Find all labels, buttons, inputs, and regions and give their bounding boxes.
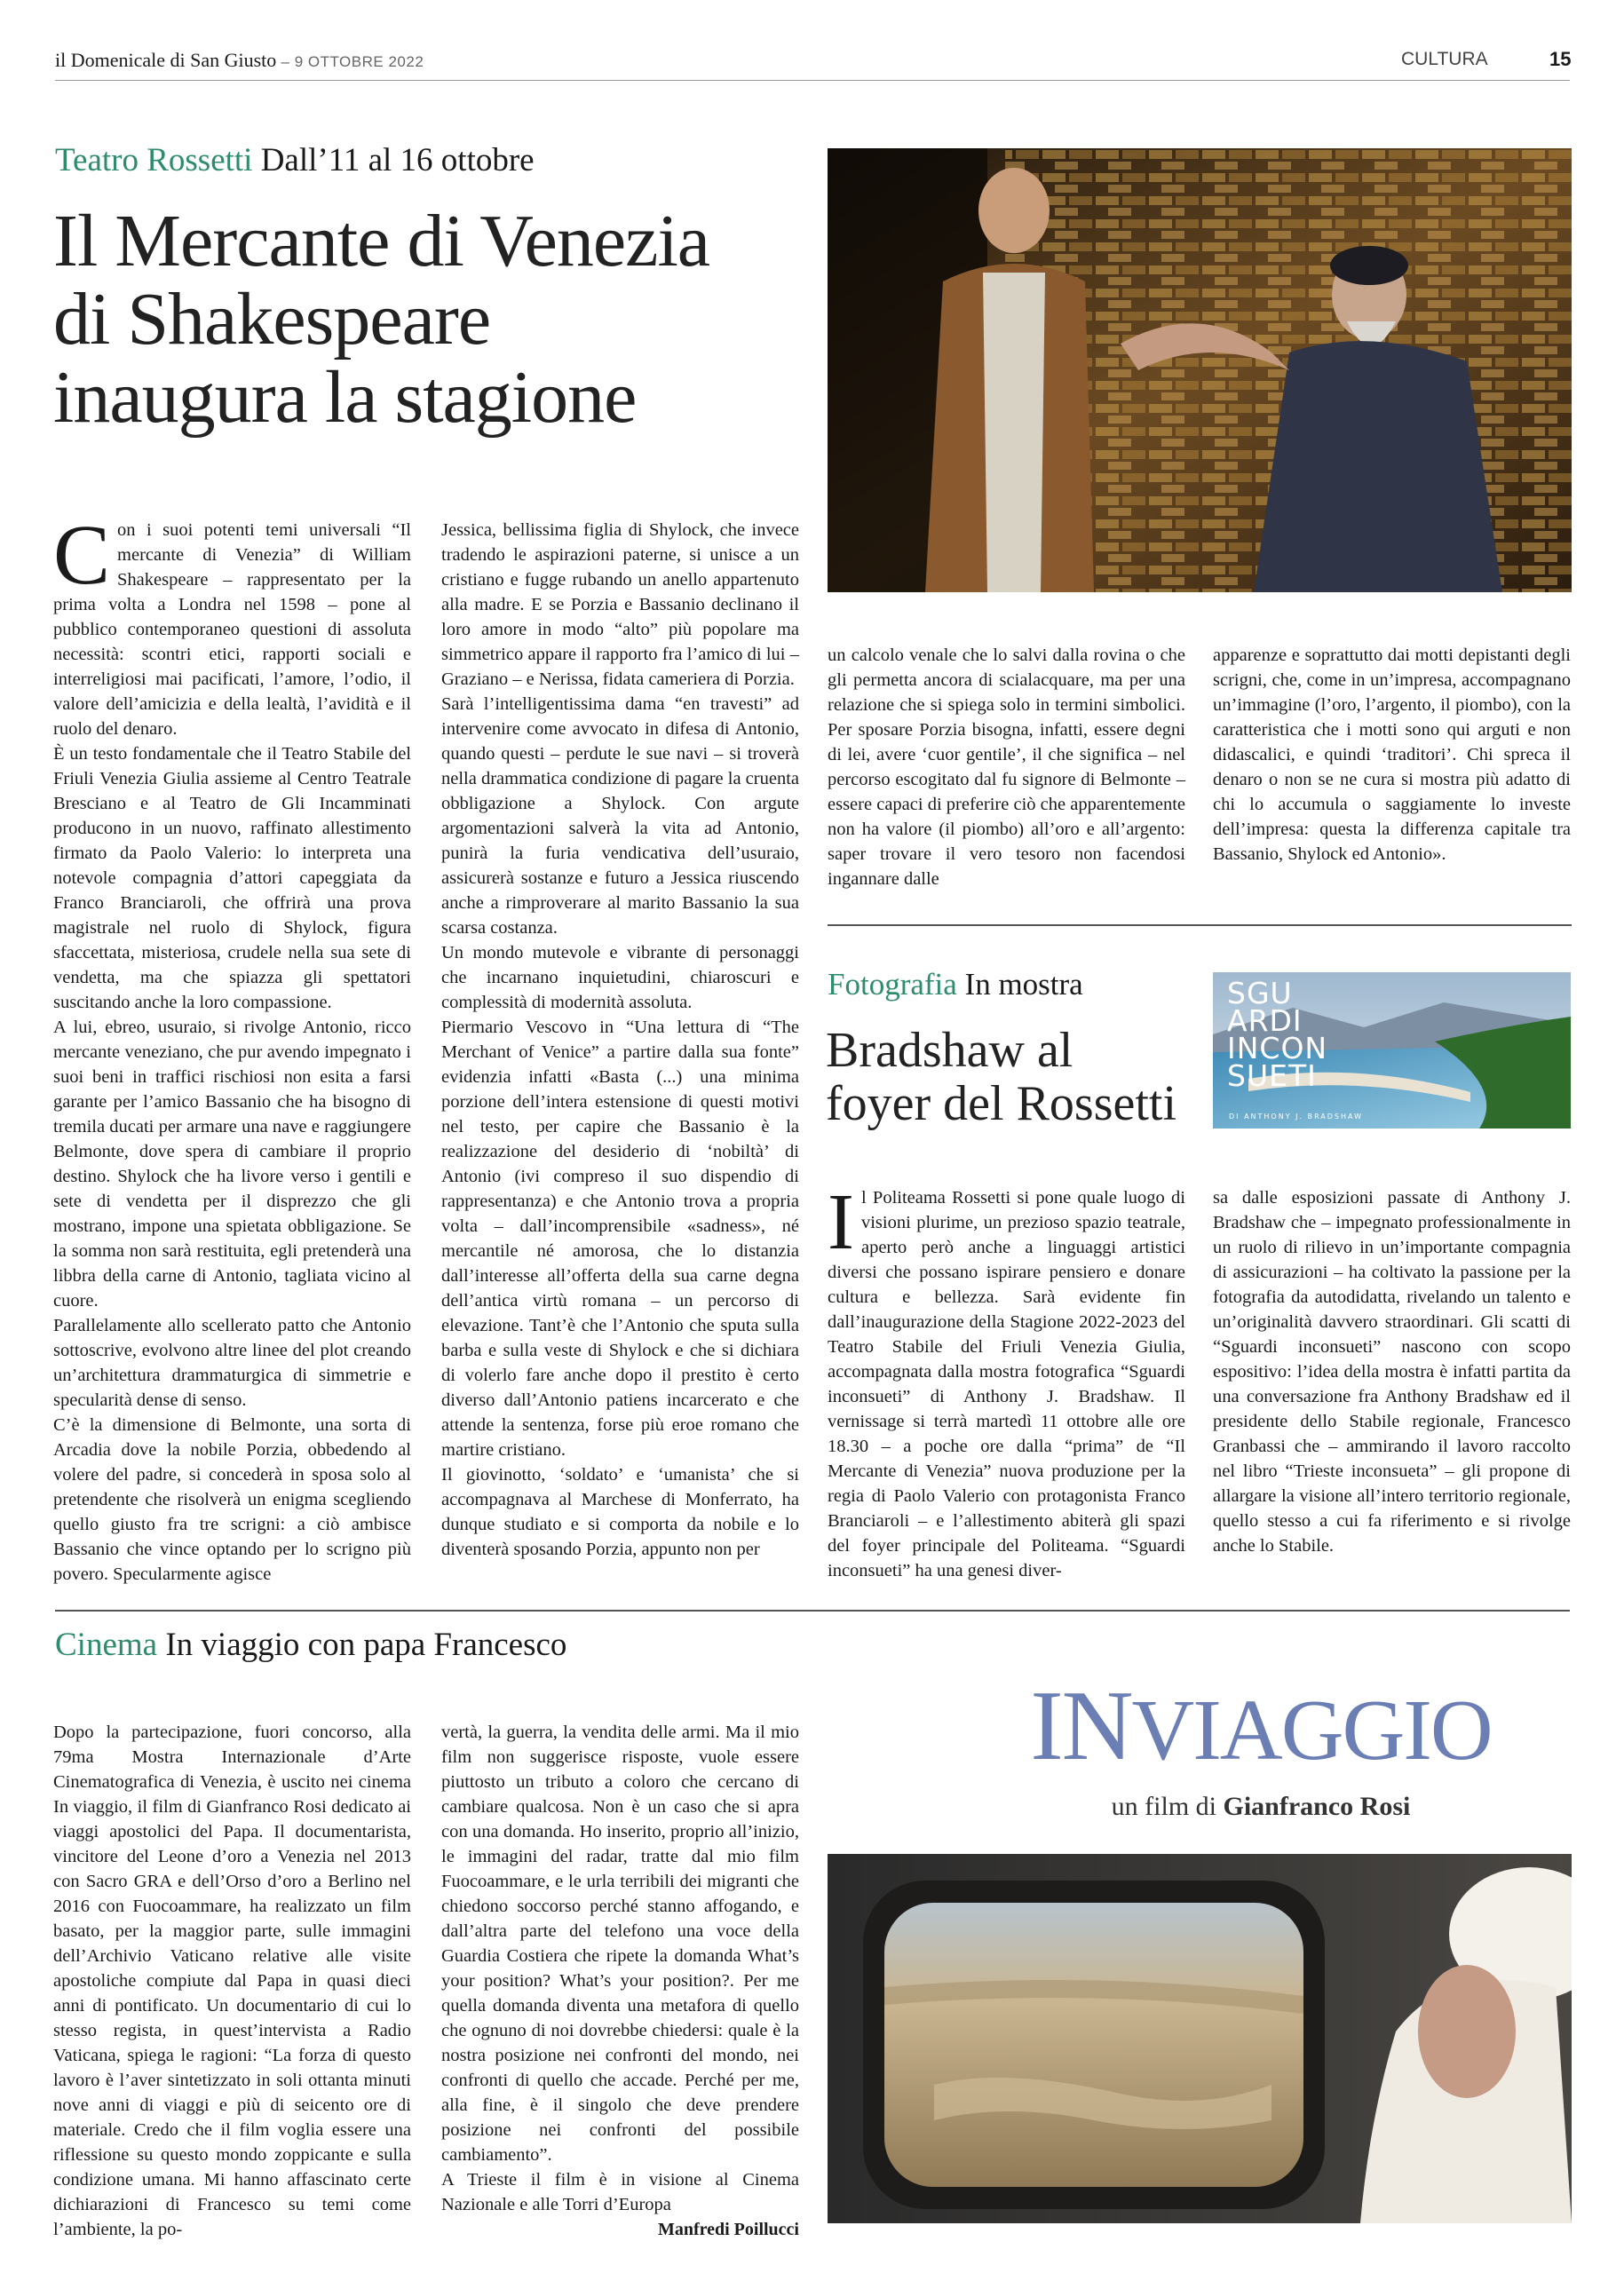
paragraph: A lui, ebreo, usuraio, si rivolge Antonio, ricco mercante veneziano, che pur avendo impegnato i suoi beni in traffici rischiosi non esita a farsi garante per l’amico Bassanio che ha bisogno di tremila ducati per armare una nave e raggiungere Belmonte, dove spera di cambiare il proprio destino. Shylock che ha livore verso i gentili e sete di vendetta per il disprezzo che gli mostrano, impone una spietata obbligazione. Se la somma non sarà restituita, egli pretenderà una libbra della carne di Antonio, tagliata vicino al cuore. <box>53 1018 411 1311</box>
paragraph: Il giovinotto, ‘soldato’ e ‘umanista’ che si accompagnava al Marchese di Monferrato, ha dunque studiato e si comporta da nobile e lo diventerà sposando Porzia, appunto non per <box>441 1465 799 1559</box>
paragraph: sa dalle esposizioni passate di Anthony J. Bradshaw che – impegnato professionalmente in un ruolo di rilievo in un’importante compagnia di assicurazioni – ha coltivato la passione per la fotografia da autodidatta, rivelando un talento e un’originalità davvero straordinari. Gli scatti di “Sguardi inconsueti” nascono con scopo espositivo: l’idea della mostra è infatti partita da una conversazione fra Anthony Bradshaw ed il presidente dello Stabile regionale, Francesco Granbassi che – ammirando il lavoro raccolto nel libro “Trieste inconsueta” – gli propone di allargare la visione all’intero territorio regionale, quello stesso a cui fa riferimento e si rivolge anche lo Stabile. <box>1213 1188 1571 1556</box>
article2-column-2 <box>1213 1185 1571 1558</box>
kicker-category: Teatro Rossetti <box>55 142 253 178</box>
article1-column-2 <box>441 518 799 1562</box>
theatre-photo <box>828 148 1572 592</box>
book-cover <box>1213 972 1571 1129</box>
paragraph-text: l Politeama Rossetti si pone quale luogo di visioni plurime, un prezioso spazio teatrale, aperto però anche a linguaggi artistici diversi che possano ispirare pensiero e donare cultura e bellezza. Sarà evidente fin dall’inaugurazione della Stagione 2022-2023 del Teatro Stabile del Friuli Venezia Giulia, accompagnata dalla mostra fotografica “Sguardi inconsueti” di Anthony J. Bradshaw. Il vernissage si terrà martedì 11 ottobre alle ore 18.30 – a poche ore dalla “prima” de “Il Mercante di Venezia” nuova produzione per la regia di Paolo Valerio con protagonista Franco Branciaroli – e l’allestimento abiterà gli spazi del foyer principale del Politeama. “Sguardi inconsueti” ha una genesi diver- <box>828 1188 1185 1580</box>
drop-cap: C <box>53 507 111 602</box>
header-rule <box>55 80 1570 81</box>
film-credit-prefix: un film di <box>1111 1792 1224 1821</box>
paragraph: apparenze e soprattutto dai motti depistanti degli scrigni, che, come in un’impresa, accompagnano un’immagine (l’oro, l’argento, il piombo), con la caratteristica che i motti sono qui arguti e non didascalici, e quindi ‘traditori’. Chi spreca il denaro o non se ne cura si mostra più adatto di chi lo accumula o saggiamente lo investe dell’impresa: questa la differenza capitale tra Bassanio, Shylock ed Antonio». <box>1213 645 1571 864</box>
article3-column-1 <box>53 1720 411 2242</box>
headline-line: Il Mercante di Venezia <box>53 200 710 282</box>
film-logo <box>950 1671 1572 1781</box>
byline: Manfredi Poillucci <box>657 2220 799 2239</box>
headline-line: inaugura la stagione <box>53 356 637 439</box>
paragraph: Parallelamente allo scellerato patto che Antonio sottoscrive, evolvono altre linee del plot creando un’architettura drammaturgica di simmetrie e specularità dense di senso. <box>53 1316 411 1410</box>
paper-name: il Domenicale di San Giusto <box>55 49 277 71</box>
issue-date: – 9 OTTOBRE 2022 <box>276 53 424 70</box>
section-name: CULTURA <box>1401 49 1488 69</box>
film-still-photo <box>828 1854 1572 2223</box>
article1-column-3 <box>828 643 1185 891</box>
paragraph: un calcolo venale che lo salvi dalla rovina o che gli permetta ancora di scialacquare, ma per una relazione che si spiega solo in termini simbolici. Per sposare Porzia bisogna, infatti, essere degni di lei, avere ‘cuor gentile’, il che significa – nel percorso escogitato dal fu signore di Belmonte – essere capaci di preferire ciò che apparentemente non ha valore (il piombo) all’oro e all’argento: saper trovare il vero tesoro non facendosi ingannare dalle <box>828 645 1185 889</box>
section-divider <box>55 1610 1570 1612</box>
article3-kicker <box>55 1627 566 1664</box>
kicker-category: Cinema <box>55 1627 158 1663</box>
kicker-text: In viaggio con papa Francesco <box>157 1627 567 1663</box>
article2-column-1 <box>828 1178 1185 1583</box>
article2-kicker <box>828 966 1083 1003</box>
paragraph: A Trieste il film è in visione al Cinema Nazionale e alle Torri d’Europa <box>441 2170 799 2214</box>
paragraph: È un testo fondamentale che il Teatro Stabile del Friuli Venezia Giulia assieme al Centro Teatrale Bresciano e al Teatro de Gli Incamminati producono in un nuovo, raffinato allestimento firmato da Paolo Valerio: lo interpreta una notevole compagnia d’attori capeggiata da Franco Branciaroli, che offrirà una prova magistrale nel ruolo di Shylock, figura sfaccettata, misteriosa, crudele nella sua sete di vendetta, ma che spiazza gli spettatori suscitando anche la loro compassione. <box>53 744 411 1012</box>
section-divider <box>828 924 1572 926</box>
page-number: 15 <box>1549 48 1572 70</box>
paragraph: Piermario Vescovo in “Una lettura di “The Merchant of Venice” a partire dalla sua fonte” evidenzia infatti «Basta (...) una minima porzione dell’intera estensione di questi motivi nel testo, per capire che Bassanio è la realizzazione del desiderio di ‘nobiltà’ di Antonio (ivi compreso il suo dispendio di rappresentanza) e che Antonio trova a propria volta – dall’incomprensibile «sadness», né mercantile né amorosa, che lo distanzia dall’interesse all’offerta della sua carne degna dell’antica virtù romana – un percorso di elevazione. Tant’è che l’Antonio che sputa sulla barba e sulla veste di Shylock e che si dichiara di volerlo fare anche dopo il prestito è certo diverso dall’Antonio patiens incarcerato e che attende la sentenza, forse più eroe romano che martire cristiano. <box>441 1018 799 1460</box>
paragraph: C’è la dimensione di Belmonte, una sorta di Arcadia dove la nobile Porzia, obbedendo al volere del padre, si concederà in sposa solo al pretendente che risolverà un enigma scegliendo quello giusto fra tre scrigni: a ciò ambisce Bassanio che vince optando per lo scrigno più povero. Specularmente agisce <box>53 1415 411 1584</box>
article1-column-1 <box>53 507 411 1587</box>
book-title-line: SGU <box>1227 976 1293 1010</box>
kicker-text: In mostra <box>956 967 1083 1002</box>
paragraph: vertà, la guerra, la vendita delle armi. Ma il mio film non suggerisce risposte, vuole essere piuttosto un tributo a coloro che cercano di cambiare qualcosa. Non è un caso che si apra con una domanda. Ho inserito, proprio all’inizio, le immagini del radar, tratte dal mio film Fuocoammare, e le urla terribili dei migranti che chiedono soccorso perché stanno affogando, e dall’altra parte del telefono una voce della Guardia Costiera che ripete la domanda What’s your position? What’s your position?. Per me quella domanda diventa una metafora di quello che ognuno di noi dovrebbe chiedersi: quale è la nostra posizione nei confronti del mondo, nei confronti di quello che accade. Perché per me, alla fine, è il singolo che deve prendere posizione nei confronti del possibile cambiamento”. <box>441 1723 799 2165</box>
article2-headline <box>826 1024 1234 1130</box>
pope-airplane-window-image <box>828 1854 1572 2223</box>
paragraph <box>828 1178 1185 1583</box>
headline-line: Bradshaw al <box>826 1023 1073 1078</box>
article1-kicker <box>55 142 535 179</box>
paragraph <box>53 507 411 741</box>
book-author: DI ANTHONY J. BRADSHAW <box>1229 1113 1363 1121</box>
book-title <box>1227 976 1328 1093</box>
headline-line: di Shakespeare <box>53 278 491 360</box>
article1-column-4 <box>1213 643 1571 867</box>
kicker-category: Fotografia <box>828 967 957 1002</box>
book-title-line: INCON <box>1227 1031 1328 1065</box>
article3-column-2 <box>441 1720 799 2242</box>
paragraph: Un mondo mutevole e vibrante di personaggi che incarnano inquietudini, chiaroscuri e complessità di modernità assoluta. <box>441 943 799 1012</box>
book-title-line: ARDI <box>1227 1003 1303 1038</box>
film-title-viaggio: VIAGGIO <box>1131 1683 1492 1778</box>
headline-line: foyer del Rossetti <box>826 1076 1177 1131</box>
theatre-scene-image <box>828 148 1572 592</box>
drop-cap: I <box>828 1178 854 1266</box>
film-credit <box>950 1792 1572 1822</box>
book-title-line: SUETI <box>1227 1058 1317 1093</box>
film-title-in: IN <box>1030 1671 1132 1781</box>
running-header <box>55 49 424 72</box>
article1-headline <box>53 202 835 437</box>
kicker-text: Dall’11 al 16 ottobre <box>252 142 535 178</box>
film-director: Gianfranco Rosi <box>1223 1792 1411 1821</box>
paragraph: Sarà l’intelligentissima dama “en travesti” ad intervenire come avvocato in difesa di Antonio, quando questi – perdute le sue navi – si troverà nella drammatica condizione di pagare la cruenta obbligazione a Shylock. Con argute argomentazioni salverà la vita ad Antonio, punirà la furia vendicativa dell’usuraio, assicurerà sostanze e futuro a Jessica riuscendo anche a rimproverare al marito Bassanio la sua scarsa costanza. <box>441 694 799 938</box>
paragraph-text: on i suoi potenti temi universali “Il mercante di Venezia” di William Shakespeare – rappresentato per la prima volta a Londra nel 1598 – pone al pubblico contemporaneo questioni di assoluta necessità: scontri etici, rapporti sociali e interreligiosi mai pacificati, l’amore, l’odio, il valore dell’amicizia e della lealtà, l’avidità e il ruolo del denaro. <box>53 520 411 739</box>
paragraph: Dopo la partecipazione, fuori concorso, alla 79ma Mostra Internazionale d’Arte Cinematografica di Venezia, è uscito nei cinema In viaggio, il film di Gianfranco Rosi dedicato ai viaggi apostolici del Papa. Il documentarista, vincitore del Leone d’oro a Venezia nel 2013 con Sacro GRA e dell’Orso d’oro a Berlino nel 2016 con Fuocoammare, ha realizzato un film basato, per la maggior parte, sulle immagini dell’Archivio Vaticano relative alle visite apostoliche compiute dal Papa in quasi dieci anni di pontificato. Un documentario di cui lo stesso regista, in quest’intervista a Radio Vaticana, spiega le ragioni: “La forza di questo lavoro è l’aver sintetizzato in soli ottanta minuti nove anni di viaggi e più di seicento ore di materiale. Credo che il film voglia essere una riflessione su questo mondo zoppicante e sulla condizione umana. Mi hanno affascinato certe dichiarazioni di Francesco su temi come l’ambiente, la po- <box>53 1723 411 2239</box>
paragraph: Jessica, bellissima figlia di Shylock, che invece tradendo le aspirazioni paterne, si unisce a un cristiano e fugge rubando un anello appartenuto alla madre. E se Porzia e Bassanio declinano il loro amore in modo “alto” più popolare ma simmetrico appare il rapporto fra l’amico di lui – Graziano – e Nerissa, fidata cameriera di Porzia. <box>441 520 799 689</box>
